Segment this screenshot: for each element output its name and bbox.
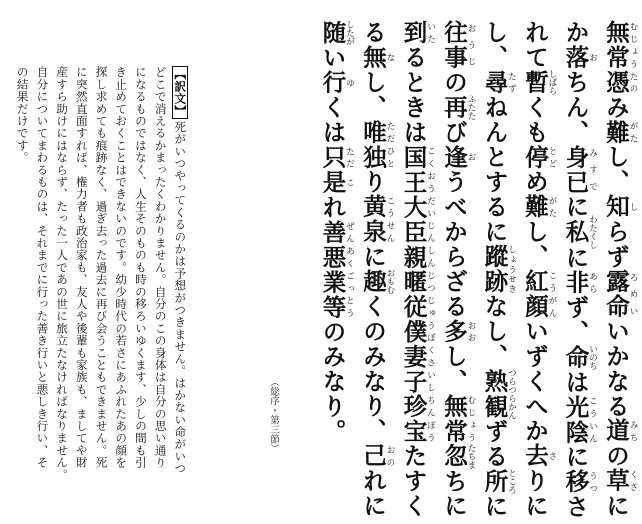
- ruby-segment: 落お: [561, 44, 598, 70]
- furigana: あら: [587, 270, 598, 296]
- furigana: ろめい: [628, 269, 638, 319]
- furigana: がた: [547, 194, 557, 220]
- translation-line: き止めておくことはできないのです。幼少時代の若さにあふれたあの顔を: [114, 66, 129, 469]
- furigana: さ: [547, 443, 557, 469]
- original-column: [355, 20, 396, 519]
- text-segment: いずくへか: [521, 318, 549, 444]
- furigana: ふたた: [466, 94, 476, 120]
- furigana: おもむ: [385, 268, 395, 295]
- text-segment: ねんとするに: [480, 94, 509, 245]
- text-segment: くのみなり、: [359, 293, 387, 444]
- text-segment: し、: [480, 20, 509, 70]
- text-segment: くは: [318, 95, 347, 145]
- text-segment: なし、: [480, 293, 509, 369]
- original-column: [436, 20, 477, 519]
- source-citation: （総序・第三節）: [268, 377, 279, 453]
- furigana: うつ: [587, 469, 598, 495]
- ruby-segment: 難がた: [602, 119, 638, 145]
- ruby-segment: 忽たちま: [440, 443, 476, 469]
- ruby-segment: 多おお: [440, 318, 476, 344]
- original-column: [557, 20, 598, 520]
- ruby-segment: 無常むじょう: [440, 393, 476, 444]
- text-segment: し、: [359, 69, 387, 120]
- ruby-segment: 随したが: [318, 20, 355, 46]
- translation-line: どこで消えるかまったくわかりません。自分のこの身体は自分の思い通り: [153, 66, 168, 469]
- furigana: し: [628, 194, 638, 220]
- text-segment: ず、: [561, 295, 590, 345]
- furigana: がた: [628, 119, 638, 145]
- furigana: みち: [628, 418, 638, 444]
- text-segment: に: [480, 493, 509, 519]
- ruby-segment: 只ただ: [318, 144, 355, 170]
- translation-block: [12, 66, 189, 506]
- furigana: こ: [344, 169, 355, 195]
- original-column: [314, 20, 355, 490]
- ruby-segment: 私わたくし: [561, 215, 598, 250]
- text-segment: い: [318, 45, 347, 71]
- translation-line: 産すら助けにはならず、たった一人であの世に旅立たなければなりません。: [55, 66, 70, 481]
- text-segment: ちに: [440, 468, 468, 519]
- text-segment: ちん、: [561, 69, 590, 145]
- ruby-segment: 行ゆ: [318, 70, 355, 96]
- furigana: ゆ: [344, 70, 355, 96]
- ruby-segment: 去さ: [521, 443, 557, 469]
- ruby-segment: 憑たの: [602, 69, 638, 95]
- ruby-segment: 己おの: [359, 443, 395, 469]
- text-segment: くも: [521, 94, 549, 145]
- furigana: わたくし: [587, 215, 598, 250]
- ruby-segment: 難がた: [521, 194, 557, 220]
- ruby-segment: 蹤跡しょうせき: [480, 244, 517, 294]
- furigana: お: [587, 44, 598, 70]
- text-segment: れ: [318, 194, 347, 220]
- ruby-segment: 草くさ: [602, 468, 638, 494]
- furigana: むじょう: [628, 20, 638, 70]
- original-column: [395, 20, 436, 519]
- furigana: こうがん: [547, 269, 557, 319]
- ruby-segment: 尋たず: [480, 69, 517, 95]
- ruby-segment: 黄泉こうせん: [359, 194, 395, 245]
- text-segment: し、: [440, 343, 468, 394]
- ruby-segment: 知し: [602, 194, 638, 220]
- text-segment: の: [602, 443, 630, 469]
- original-column: [476, 20, 517, 519]
- furigana: たず: [506, 69, 517, 95]
- ruby-segment: 露命ろめい: [602, 269, 638, 319]
- original-column: [517, 20, 558, 519]
- furigana: いのち: [587, 344, 598, 371]
- text-segment: び: [440, 119, 468, 145]
- ruby-segment: 唯独ただひと: [359, 119, 395, 170]
- text-segment: らず: [602, 219, 630, 270]
- text-segment: に: [561, 245, 590, 271]
- text-segment: るときは: [399, 44, 428, 145]
- translation-line: 探し求めても痕跡なく、過ぎ去った過去に再び会うこともできません。死: [94, 66, 109, 469]
- furigana: したが: [344, 20, 355, 46]
- ruby-segment: 逢お: [440, 144, 476, 170]
- text-segment: ずる: [480, 419, 509, 469]
- ruby-segment: 国王大臣親暱従僕妻子珍宝こくおうだいじんしんじつじゅうぼくさいしちんぽう: [399, 144, 436, 444]
- translation-label: 【訳文】: [173, 68, 188, 117]
- furigana: みすで: [587, 144, 598, 195]
- ruby-segment: 停とど: [521, 144, 557, 170]
- text-segment: れて: [521, 20, 549, 70]
- ruby-segment: 到いた: [399, 20, 436, 45]
- ruby-segment: 命いのち: [561, 344, 598, 371]
- ruby-segment: 非あら: [561, 270, 598, 296]
- text-segment: り: [359, 169, 387, 195]
- ruby-segment: 道みち: [602, 418, 638, 444]
- text-segment: し、: [521, 219, 549, 270]
- ruby-segment: 光陰こういん: [561, 394, 598, 445]
- ruby-segment: 紅顔こうがん: [521, 269, 557, 319]
- text-segment: か: [561, 20, 590, 45]
- furigana: おお: [466, 318, 476, 344]
- furigana: な: [385, 44, 395, 70]
- translation-line: になるものではなく、人生そのものも時の移ろいゆくます、少しの間も引: [133, 66, 148, 469]
- furigana: お: [466, 144, 476, 170]
- furigana: つらつらかん: [506, 368, 517, 420]
- furigana: むじょう: [466, 393, 476, 444]
- translation-line: 自分についてまわるものは、それまでに行った善き行いと悪しき行い、そ: [35, 66, 50, 469]
- ruby-segment: 趣おもむ: [359, 268, 395, 295]
- original-column: [598, 20, 639, 519]
- furigana: しばら: [547, 69, 557, 96]
- ruby-segment: 往事おうじ: [440, 20, 476, 70]
- furigana: こうせん: [385, 194, 395, 245]
- furigana: ただひと: [385, 119, 395, 170]
- furigana: ただ: [344, 144, 355, 170]
- furigana: たちま: [466, 443, 476, 469]
- text-segment: に: [561, 194, 590, 220]
- text-segment: め: [521, 169, 549, 195]
- ruby-segment: 移うつ: [561, 469, 598, 495]
- ruby-segment: 無な: [359, 44, 395, 70]
- furigana: とど: [547, 144, 557, 170]
- translation-line: 死がいつやってくるのかは予想がつきません。はかない命がいつ: [173, 120, 188, 475]
- original-text: [314, 20, 638, 520]
- ruby-segment: 善悪業等ぜんあくごっとう: [318, 219, 355, 320]
- furigana: こういん: [587, 394, 598, 445]
- ruby-segment: 暫しばら: [521, 69, 557, 96]
- translation-line: の結果だけです。: [15, 66, 30, 164]
- furigana: くさ: [628, 468, 638, 494]
- text-segment: の: [440, 69, 468, 95]
- text-segment: み: [602, 94, 630, 120]
- text-segment: いかなる: [602, 318, 630, 419]
- ruby-segment: 再ふたた: [440, 94, 476, 120]
- ruby-segment: 是こ: [318, 169, 355, 195]
- text-segment: のみなり。: [318, 319, 347, 444]
- ruby-segment: 所ところ: [480, 468, 517, 495]
- translation-line: に突然直面すれば、権力者も政治家も、友人や後輩も家族も、ましてや財: [74, 66, 89, 469]
- furigana: ところ: [506, 468, 517, 495]
- furigana: ぜんあくごっとう: [344, 219, 355, 320]
- text-segment: に: [359, 244, 387, 270]
- text-segment: れに: [359, 468, 387, 519]
- translation-first-line: [170, 66, 190, 506]
- text-segment: に: [561, 444, 590, 470]
- text-segment: さ: [561, 494, 590, 520]
- text-segment: りに: [521, 468, 549, 519]
- furigana: たの: [628, 69, 638, 95]
- text-segment: に: [602, 493, 630, 519]
- ruby-segment: 無常むじょう: [602, 20, 638, 70]
- text-segment: うべからざる: [440, 169, 468, 319]
- ruby-segment: 熟観つらつらかん: [480, 368, 517, 420]
- furigana: いた: [425, 20, 436, 45]
- furigana: おうじ: [466, 20, 476, 70]
- text-segment: は: [561, 369, 590, 395]
- furigana: こくおうだいじんしんじつじゅうぼくさいしちんぽう: [425, 144, 436, 444]
- text-segment: し、: [602, 144, 630, 195]
- furigana: しょうせき: [506, 244, 517, 294]
- ruby-segment: 身已みすで: [561, 144, 598, 195]
- text-segment: たすく: [399, 443, 428, 519]
- furigana: おの: [385, 443, 395, 469]
- text-segment: る: [359, 20, 387, 45]
